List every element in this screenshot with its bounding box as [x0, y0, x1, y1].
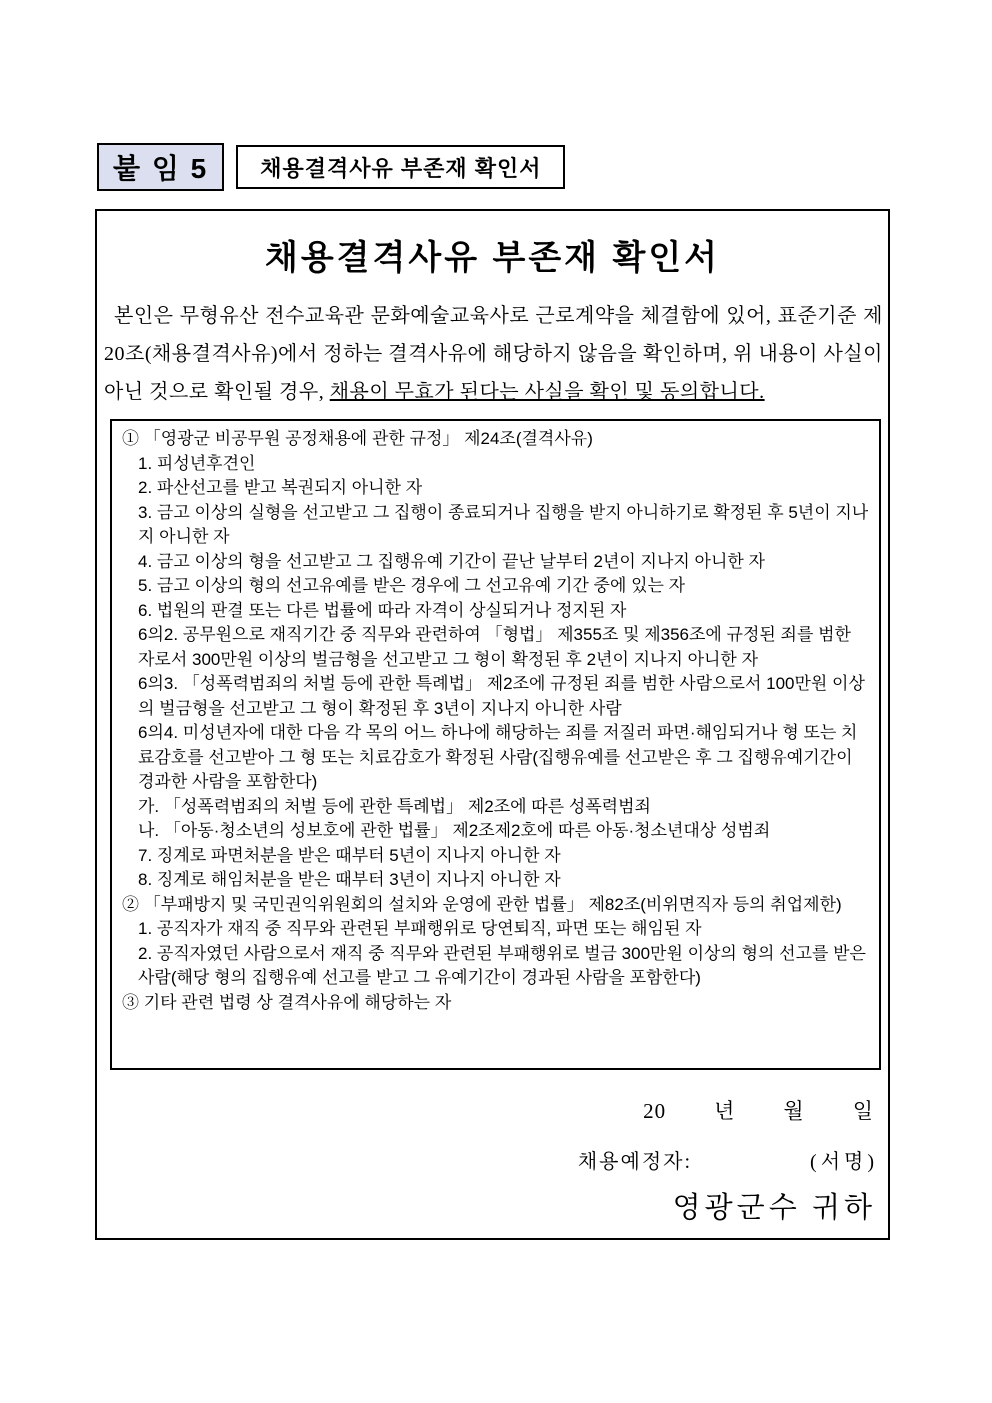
- intro-paragraph: [104, 297, 883, 411]
- attachment-title-box: 채용결격사유 부존재 확인서: [236, 145, 565, 189]
- criteria-item: 2. 공직자였던 사람으로서 재직 중 직무와 관련된 부패행위로 벌금 300만원 이상의 형의 선고를 받은 사람(해당 형의 집행유예 선고를 받고 그 유예기간이 경과된 사람을 포함한다): [138, 943, 866, 987]
- signer-line: [578, 1145, 878, 1174]
- document-frame: [95, 209, 890, 1240]
- date-day-label: 일: [852, 1099, 874, 1123]
- date-year-label: 년: [714, 1099, 736, 1123]
- criteria-item: 7. 징계로 파면처분을 받은 때부터 5년이 지나지 아니한 자: [138, 845, 561, 865]
- criteria-item: 나. 「아동·청소년의 성보호에 관한 법률」 제2조제2호에 따른 아동·청소년대상 성범죄: [138, 821, 771, 840]
- attachment-header: [97, 143, 565, 191]
- criteria-item: 6의2. 공무원으로 재직기간 중 직무와 관련하여 「형법」 제355조 및 제356조에 규정된 죄를 범한 자로서 300만원 이상의 벌금형을 선고받고 그 형이 확정된 후 2년이 지나지 아니한 자: [138, 625, 851, 669]
- criteria-item: 6의3. 「성폭력범죄의 처벌 등에 관한 특례법」 제2조에 규정된 죄를 범한 사람으로서 100만원 이상의 벌금형을 선고받고 그 형이 확정된 후 3년이 지나지 아니한 사람: [138, 674, 865, 718]
- date-line: [643, 1095, 874, 1125]
- criteria-item: 4. 금고 이상의 형을 선고받고 그 집행유예 기간이 끝난 날부터 2년이 지나지 아니한 자: [138, 551, 765, 571]
- criteria-item: 6의4. 미성년자에 대한 다음 각 목의 어느 하나에 해당하는 죄를 저질러 파면·해임되거나 형 또는 치료감호를 선고받아 그 형 또는 치료감호가 확정된 사람(집행유예를 선고받은 후 그 집행유예기간이 경과한 사람을 포함한다): [138, 723, 858, 791]
- criteria-item: ② 「부패방지 및 국민권익위원회의 설치와 운영에 관한 법률」 제82조(비위면직자 등의 취업제한): [122, 894, 842, 914]
- date-year-prefix: 20: [643, 1099, 667, 1123]
- criteria-item: 3. 금고 이상의 실형을 선고받고 그 집행이 종료되거나 집행을 받지 아니하기로 확정된 후 5년이 지나지 아니한 자: [138, 502, 869, 546]
- signature-placeholder: (서명): [810, 1151, 878, 1173]
- intro-underlined-text: 채용이 무효가 된다는 사실을 확인 및 동의합니다.: [329, 381, 765, 403]
- criteria-item: 8. 징계로 해임처분을 받은 때부터 3년이 지나지 아니한 자: [138, 870, 561, 889]
- signer-label: 채용예정자:: [577, 1151, 693, 1173]
- intro-text: 본인은 무형유산 전수교육관 문화예술교육사로 근로계약을 체결함에 있어, 표준기준 제20조(채용결격사유)에서 정하는 결격사유에 해당하지 않음을 확인하며, 위 내용이 사실이 아닌 것으로 확인될 경우,: [104, 305, 883, 403]
- criteria-item: 1. 피성년후견인: [138, 453, 256, 473]
- recipient-line: 영광군수 귀하: [672, 1192, 876, 1224]
- criteria-item: 1. 공직자가 재직 중 직무와 관련된 부패행위로 당연퇴직, 파면 또는 해임된 자: [138, 919, 702, 938]
- criteria-item: ③ 기타 관련 법령 상 결격사유에 해당하는 자: [122, 992, 452, 1012]
- criteria-item: ① 「영광군 비공무원 공정채용에 관한 규정」 제24조(결격사유): [122, 429, 593, 448]
- criteria-item: 2. 파산선고를 받고 복권되지 아니한 자: [138, 478, 423, 497]
- attachment-number-badge: 붙 임 5: [97, 143, 224, 191]
- date-month-label: 월: [783, 1099, 805, 1123]
- criteria-item: 6. 법원의 판결 또는 다른 법률에 따라 자격이 상실되거나 정지된 자: [138, 600, 627, 620]
- document-title: 채용결격사유 부존재 확인서: [264, 239, 721, 277]
- criteria-item: 가. 「성폭력범죄의 처벌 등에 관한 특례법」 제2조에 따른 성폭력범죄: [138, 796, 651, 816]
- disqualification-criteria-box: [110, 419, 881, 1070]
- criteria-item: 5. 금고 이상의 형의 선고유예를 받은 경우에 그 선고유예 기간 중에 있는 자: [138, 576, 686, 595]
